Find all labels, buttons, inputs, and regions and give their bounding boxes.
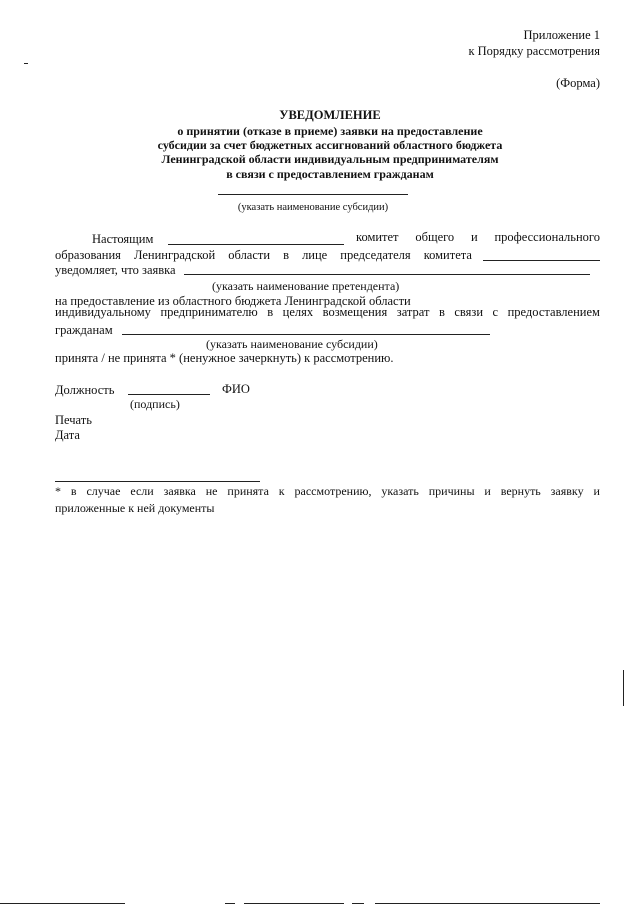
scan-mark	[24, 63, 28, 64]
row7-text: принята / не принята * (ненужное зачеркнуть) к рассмотрению.	[55, 351, 394, 365]
footnote-word: вернуть	[500, 484, 541, 498]
signature-line	[128, 394, 210, 395]
title-line-3: субсидии за счет бюджетных ассигнований областного бюджета	[157, 138, 503, 152]
footnote-word: заявку	[550, 484, 584, 498]
footnote-word: случае	[86, 484, 121, 498]
word-obshchego: общего	[415, 230, 455, 244]
word-i: и	[470, 230, 478, 244]
word: лице	[302, 248, 328, 262]
applicant-hint: (указать наименование претендента)	[212, 279, 400, 293]
row1-nastoyashchim: Настоящим	[92, 232, 154, 246]
scan-edge-mark	[623, 670, 624, 706]
word-komitet: комитет	[356, 230, 399, 244]
word: предоставлением	[507, 305, 600, 319]
row5-text	[55, 305, 600, 320]
bottom-scan-line-5	[375, 903, 600, 904]
stamp-label: Печать	[55, 413, 92, 427]
row1-tail	[356, 230, 600, 245]
footnote-word: к	[278, 484, 285, 498]
bottom-scan-line-3	[244, 903, 344, 904]
word: области	[228, 248, 271, 262]
word: затрат	[396, 305, 430, 319]
date-label: Дата	[55, 428, 80, 442]
subsidy-hint: (указать наименование субсидии)	[206, 337, 378, 351]
row2-blank-line	[483, 260, 600, 261]
appendix-number: Приложение 1	[523, 28, 600, 42]
footnote-word: указать	[381, 484, 419, 498]
title-line-2: о принятии (отказе в приеме) заявки на предоставление	[177, 124, 483, 138]
signature-hint: (подпись)	[130, 397, 180, 411]
footnote-word: и	[484, 484, 491, 498]
word: председателя	[340, 248, 411, 262]
title-line-4: Ленинградской области индивидуальным предпринимателям	[161, 152, 499, 166]
word: предпринимателю	[160, 305, 258, 319]
bottom-scan-line-4	[352, 903, 364, 904]
footnote-line-1	[55, 484, 600, 499]
word: образования	[55, 248, 121, 262]
row3-text: уведомляет, что заявка	[55, 263, 176, 277]
word-professionalnogo: профессионального	[494, 230, 600, 244]
word: комитета	[423, 248, 472, 262]
applicant-line	[184, 274, 590, 275]
footnote-word: и	[593, 484, 600, 498]
position-label: Должность	[55, 383, 115, 397]
footnote-word: заявка	[163, 484, 196, 498]
footnote-word: если	[130, 484, 154, 498]
footnote-word: в	[70, 484, 77, 498]
subsidy-name-line	[218, 194, 408, 195]
row1-blank-line	[168, 244, 344, 245]
word: с	[492, 305, 499, 319]
form-label: (Форма)	[556, 76, 600, 90]
subsidy-line	[122, 334, 490, 335]
appendix-subtitle: к Порядку рассмотрения	[468, 44, 600, 58]
footnote-word: *	[55, 484, 61, 498]
subsidy-name-hint-top: (указать наименование субсидии)	[237, 202, 389, 213]
word: в	[283, 248, 290, 262]
row2-text	[55, 248, 472, 263]
footnote-word: принята	[227, 484, 269, 498]
word: возмещения	[322, 305, 388, 319]
word: связи	[454, 305, 484, 319]
word: в	[438, 305, 445, 319]
word: индивидуальному	[55, 305, 151, 319]
row4-text: на предоставление из областного бюджета Ленинградской области	[55, 294, 411, 308]
bottom-scan-line-2	[225, 903, 235, 904]
footnote-line-2: приложенные к ней документы	[55, 501, 215, 515]
footnote-separator	[55, 481, 260, 482]
footnote-word: причины	[428, 484, 475, 498]
word: в	[267, 305, 274, 319]
bottom-scan-line-1	[0, 903, 125, 904]
document-title: УВЕДОМЛЕНИЕ	[279, 108, 381, 122]
footnote-word: рассмотрению,	[294, 484, 372, 498]
word: Ленинградской	[133, 248, 216, 262]
row6-text: гражданам	[55, 323, 113, 337]
title-line-5: в связи с предоставлением гражданам	[226, 167, 434, 181]
footnote-word: не	[205, 484, 218, 498]
word: целях	[282, 305, 314, 319]
fio-label: ФИО	[222, 382, 250, 396]
